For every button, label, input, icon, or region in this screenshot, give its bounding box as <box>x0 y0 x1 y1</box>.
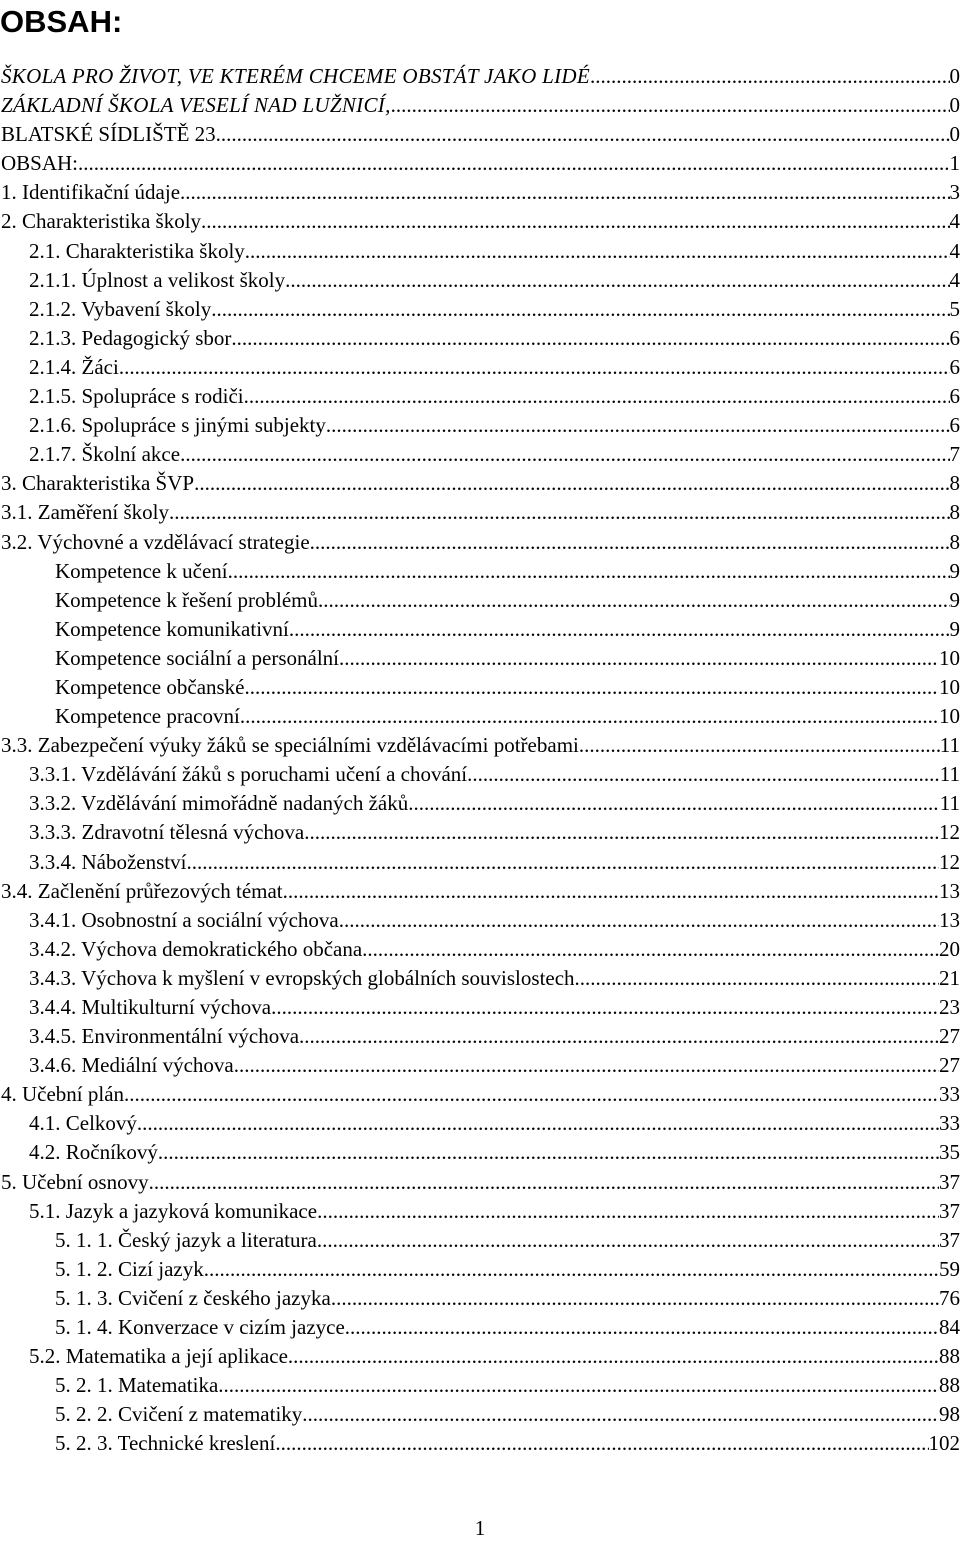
toc-entry[interactable] <box>0 586 960 615</box>
toc-entry-page: 3 <box>949 180 960 205</box>
toc-entry-title: 5. 1. 1. Český jazyk a literatura <box>55 1227 317 1252</box>
toc-entry-title: 3.1. Zaměření školy <box>1 500 169 525</box>
toc-entry-title: 3.3.4. Náboženství <box>29 849 187 874</box>
toc-dot-leader <box>408 789 940 818</box>
toc-entry[interactable] <box>0 1022 960 1051</box>
toc-dot-leader <box>271 993 939 1022</box>
toc-dot-leader <box>201 207 949 236</box>
toc-entry-title: 5. 1. 2. Cizí jazyk <box>55 1256 204 1281</box>
toc-entry-title: 5. 1. 3. Cvičení z českého jazyka <box>55 1285 331 1310</box>
toc-entry-page: 12 <box>939 820 960 845</box>
toc-entry-page: 76 <box>939 1285 960 1310</box>
toc-entry[interactable] <box>0 818 960 847</box>
table-of-contents <box>0 62 960 1459</box>
toc-entry-page: 4 <box>949 238 960 263</box>
toc-entry[interactable] <box>0 760 960 789</box>
toc-entry-page: 0 <box>949 122 960 147</box>
toc-entry-page: 9 <box>949 587 960 612</box>
toc-entry-title: 3.4.3. Výchova k myšlení v evropských globálních souvislostech <box>29 965 575 990</box>
toc-dot-leader <box>304 818 939 847</box>
toc-entry-title: 2.1.4. Žáci <box>29 354 119 379</box>
toc-entry-title: 5. 1. 4. Konverzace v cizím jazyce <box>55 1315 345 1340</box>
toc-entry-page: 59 <box>939 1256 960 1281</box>
toc-entry[interactable] <box>0 498 960 527</box>
toc-entry-title: 3.4. Začlenění průřezových témat <box>1 878 283 903</box>
toc-dot-leader <box>317 1197 939 1226</box>
toc-entry[interactable] <box>0 120 960 149</box>
toc-entry-title: 2.1.7. Školní akce <box>29 442 181 467</box>
toc-entry-title: 5.2. Matematika a její aplikace <box>29 1344 288 1369</box>
toc-dot-leader <box>302 1400 939 1429</box>
toc-entry-title: 4. Učební plán <box>1 1082 125 1107</box>
toc-entry-title: 3. Charakteristika ŠVP <box>1 471 195 496</box>
toc-entry-title: Kompetence sociální a personální <box>55 645 339 670</box>
toc-entry-page: 21 <box>939 965 960 990</box>
toc-entry[interactable] <box>0 178 960 207</box>
toc-dot-leader <box>194 469 949 498</box>
toc-entry-title: 3.4.2. Výchova demokratického občana <box>29 936 363 961</box>
toc-entry-title: 5. 2. 3. Technické kreslení <box>55 1431 276 1456</box>
toc-entry[interactable] <box>0 1226 960 1255</box>
toc-entry[interactable] <box>0 295 960 324</box>
toc-entry[interactable] <box>0 1138 960 1167</box>
toc-dot-leader <box>579 731 940 760</box>
toc-entry-title: 3.4.6. Mediální výchova <box>29 1053 234 1078</box>
toc-dot-leader <box>119 353 950 382</box>
toc-entry[interactable] <box>0 528 960 557</box>
toc-entry[interactable] <box>0 644 960 673</box>
toc-entry[interactable] <box>0 906 960 935</box>
toc-entry-page: 37 <box>939 1198 960 1223</box>
toc-entry[interactable] <box>0 615 960 644</box>
toc-entry-title: BLATSKÉ SÍDLIŠTĚ 23. <box>1 122 221 147</box>
toc-dot-leader <box>339 906 939 935</box>
toc-dot-leader <box>590 62 950 91</box>
toc-entry-page: 6 <box>949 325 960 350</box>
toc-entry-title: 3.4.1. Osobnostní a sociální výchova <box>29 907 339 932</box>
toc-entry[interactable] <box>0 935 960 964</box>
toc-entry-title: 2.1.3. Pedagogický sbor <box>29 325 232 350</box>
toc-dot-leader <box>124 1080 939 1109</box>
toc-entry-page: 20 <box>939 936 960 961</box>
toc-dot-leader <box>180 178 949 207</box>
toc-entry-page: 88 <box>939 1344 960 1369</box>
toc-entry-page: 33 <box>939 1082 960 1107</box>
toc-dot-leader <box>310 528 950 557</box>
toc-dot-leader <box>345 1313 939 1342</box>
toc-entry-page: 0 <box>949 93 960 118</box>
toc-entry[interactable] <box>0 1313 960 1342</box>
toc-dot-leader <box>234 1051 939 1080</box>
toc-entry-title: 1. Identifikační údaje <box>1 180 181 205</box>
toc-entry-page: 23 <box>939 995 960 1019</box>
toc-entry-title: 3.3.3. Zdravotní tělesná výchova <box>29 820 305 845</box>
toc-entry-page: 84 <box>939 1315 960 1340</box>
toc-entry-page: 11 <box>939 791 960 816</box>
toc-entry-page: 11 <box>939 733 960 758</box>
toc-entry-title: ŠKOLA PRO ŽIVOT, VE KTERÉM CHCEME OBSTÁT JAKO LIDÉ <box>1 64 590 88</box>
toc-entry[interactable] <box>0 324 960 353</box>
toc-entry-page: 0 <box>949 64 960 88</box>
toc-entry[interactable] <box>0 673 960 702</box>
toc-entry-page: 4 <box>949 267 960 292</box>
page-title: OBSAH: <box>0 4 123 39</box>
toc-entry-title: 3.2. Výchovné a vzdělávací strategie <box>1 529 310 554</box>
toc-entry[interactable] <box>0 207 960 236</box>
toc-entry-page: 9 <box>949 616 960 641</box>
toc-entry[interactable] <box>0 149 960 178</box>
toc-entry-page: 88 <box>939 1373 960 1398</box>
toc-entry[interactable] <box>0 1255 960 1284</box>
toc-entry-page: 6 <box>949 354 960 379</box>
toc-dot-leader <box>149 1168 939 1197</box>
toc-entry[interactable] <box>0 266 960 295</box>
toc-dot-leader <box>218 1371 939 1400</box>
toc-entry-title: 3.3.2. Vzdělávání mimořádně nadaných žáků <box>29 791 409 816</box>
toc-dot-leader <box>158 1138 939 1167</box>
toc-entry-title: 2.1.6. Spolupráce s jinými subjekty <box>29 413 326 438</box>
toc-entry-title: 2.1.5. Spolupráce s rodiči <box>29 384 244 409</box>
toc-dot-leader <box>289 615 950 644</box>
toc-dot-leader <box>391 91 950 120</box>
toc-dot-leader <box>244 382 950 411</box>
toc-entry-page: 10 <box>939 645 960 670</box>
toc-entry[interactable] <box>0 411 960 440</box>
toc-dot-leader <box>575 964 939 993</box>
toc-entry-title: 3.4.5. Environmentální výchova <box>29 1024 300 1049</box>
toc-entry-page: 6 <box>949 413 960 438</box>
toc-dot-leader <box>339 644 939 673</box>
toc-entry-page: 37 <box>939 1169 960 1194</box>
toc-entry[interactable] <box>0 964 960 993</box>
toc-dot-leader <box>285 266 949 295</box>
toc-dot-leader <box>231 324 949 353</box>
toc-dot-leader <box>221 120 950 149</box>
toc-entry-title: 2. Charakteristika školy <box>1 209 202 234</box>
toc-entry-page: 9 <box>949 558 960 583</box>
toc-entry-page: 102 <box>928 1431 960 1456</box>
toc-entry[interactable] <box>0 1080 960 1109</box>
toc-entry-title: OBSAH: <box>1 151 79 176</box>
toc-dot-leader <box>362 935 939 964</box>
toc-entry[interactable] <box>0 1168 960 1197</box>
toc-entry[interactable] <box>0 702 960 731</box>
toc-entry[interactable] <box>0 1371 960 1400</box>
toc-entry-title: 2.1. Charakteristika školy <box>29 238 245 263</box>
toc-entry-page: 98 <box>939 1402 960 1427</box>
toc-dot-leader <box>211 295 949 324</box>
toc-dot-leader <box>245 237 950 266</box>
toc-entry-page: 10 <box>939 674 960 699</box>
toc-entry[interactable] <box>0 1284 960 1313</box>
toc-entry-page: 8 <box>949 471 960 496</box>
toc-entry-title: Kompetence pracovní <box>55 704 240 729</box>
toc-entry-title: Kompetence k učení <box>55 558 228 583</box>
toc-entry-page: 12 <box>939 849 960 874</box>
toc-dot-leader <box>78 149 949 178</box>
toc-dot-leader <box>275 1429 928 1458</box>
toc-dot-leader <box>180 440 949 469</box>
toc-entry-title: 3.4.4. Multikulturní výchova <box>29 995 272 1019</box>
toc-entry[interactable] <box>0 91 960 120</box>
toc-dot-leader <box>317 1226 939 1255</box>
toc-entry-page: 11 <box>939 762 960 787</box>
toc-entry[interactable] <box>0 1197 960 1226</box>
toc-entry-title: ZÁKLADNÍ ŠKOLA VESELÍ NAD LUŽNICÍ, <box>1 93 391 118</box>
toc-dot-leader <box>186 848 939 877</box>
toc-entry-page: 8 <box>949 500 960 525</box>
toc-entry-page: 13 <box>939 878 960 903</box>
toc-dot-leader <box>169 498 950 527</box>
toc-entry[interactable] <box>0 1109 960 1138</box>
toc-dot-leader <box>240 702 939 731</box>
toc-entry[interactable] <box>0 237 960 266</box>
toc-dot-leader <box>228 557 950 586</box>
toc-dot-leader <box>299 1022 939 1051</box>
toc-dot-leader <box>467 760 940 789</box>
toc-entry-page: 10 <box>939 704 960 729</box>
toc-dot-leader <box>204 1255 939 1284</box>
toc-entry[interactable] <box>0 62 960 91</box>
toc-entry-page: 27 <box>939 1053 960 1078</box>
toc-entry-page: 4 <box>949 209 960 234</box>
toc-entry-title: 2.1.1. Úplnost a velikost školy <box>29 267 286 292</box>
toc-entry[interactable] <box>0 469 960 498</box>
toc-dot-leader <box>318 586 950 615</box>
toc-entry[interactable] <box>0 789 960 818</box>
toc-entry-page: 5 <box>949 296 960 321</box>
toc-entry-title: Kompetence k řešení problémů <box>55 587 318 612</box>
toc-entry-page: 35 <box>939 1140 960 1165</box>
toc-entry[interactable] <box>0 1429 960 1458</box>
toc-entry-title: 2.1.2. Vybavení školy <box>29 296 212 321</box>
toc-entry[interactable] <box>0 1051 960 1080</box>
toc-entry-page: 13 <box>939 907 960 932</box>
toc-dot-leader <box>326 411 950 440</box>
toc-entry-page: 27 <box>939 1024 960 1049</box>
toc-entry-title: Kompetence občanské <box>55 674 245 699</box>
toc-entry-page: 37 <box>939 1227 960 1252</box>
toc-entry-title: 5. 2. 2. Cvičení z matematiky <box>55 1402 303 1427</box>
toc-dot-leader <box>288 1342 939 1371</box>
toc-entry-page: 8 <box>949 529 960 554</box>
toc-dot-leader <box>331 1284 939 1313</box>
toc-entry[interactable] <box>0 353 960 382</box>
toc-entry-page: 6 <box>949 384 960 409</box>
toc-entry-title: 5. Učební osnovy <box>1 1169 149 1194</box>
toc-entry-title: 4.1. Celkový <box>29 1111 137 1136</box>
toc-entry-title: 4.2. Ročníkový <box>29 1140 158 1165</box>
page-number: 1 <box>474 1516 486 1540</box>
toc-entry-title: 5. 2. 1. Matematika <box>55 1373 219 1398</box>
toc-entry[interactable] <box>0 1400 960 1429</box>
toc-entry-title: 3.3.1. Vzdělávání žáků s poruchami učení a chování <box>29 762 468 787</box>
toc-entry[interactable] <box>0 1342 960 1371</box>
toc-entry-title: 3.3. Zabezpečení výuky žáků se speciálními vzdělávacími potřebami <box>1 733 579 758</box>
toc-entry[interactable] <box>0 877 960 906</box>
toc-entry-page: 33 <box>939 1111 960 1136</box>
toc-entry[interactable] <box>0 440 960 469</box>
toc-dot-leader <box>245 673 939 702</box>
toc-dot-leader <box>283 877 939 906</box>
toc-dot-leader <box>137 1109 939 1138</box>
toc-entry-page: 1 <box>949 151 960 176</box>
toc-entry-title: 5.1. Jazyk a jazyková komunikace <box>29 1198 318 1223</box>
toc-entry[interactable] <box>0 993 960 1022</box>
toc-entry[interactable] <box>0 731 960 760</box>
toc-entry[interactable] <box>0 848 960 877</box>
toc-entry[interactable] <box>0 557 960 586</box>
toc-entry[interactable] <box>0 382 960 411</box>
toc-entry-page: 7 <box>949 442 960 467</box>
toc-entry-title: Kompetence komunikativní <box>55 616 289 641</box>
